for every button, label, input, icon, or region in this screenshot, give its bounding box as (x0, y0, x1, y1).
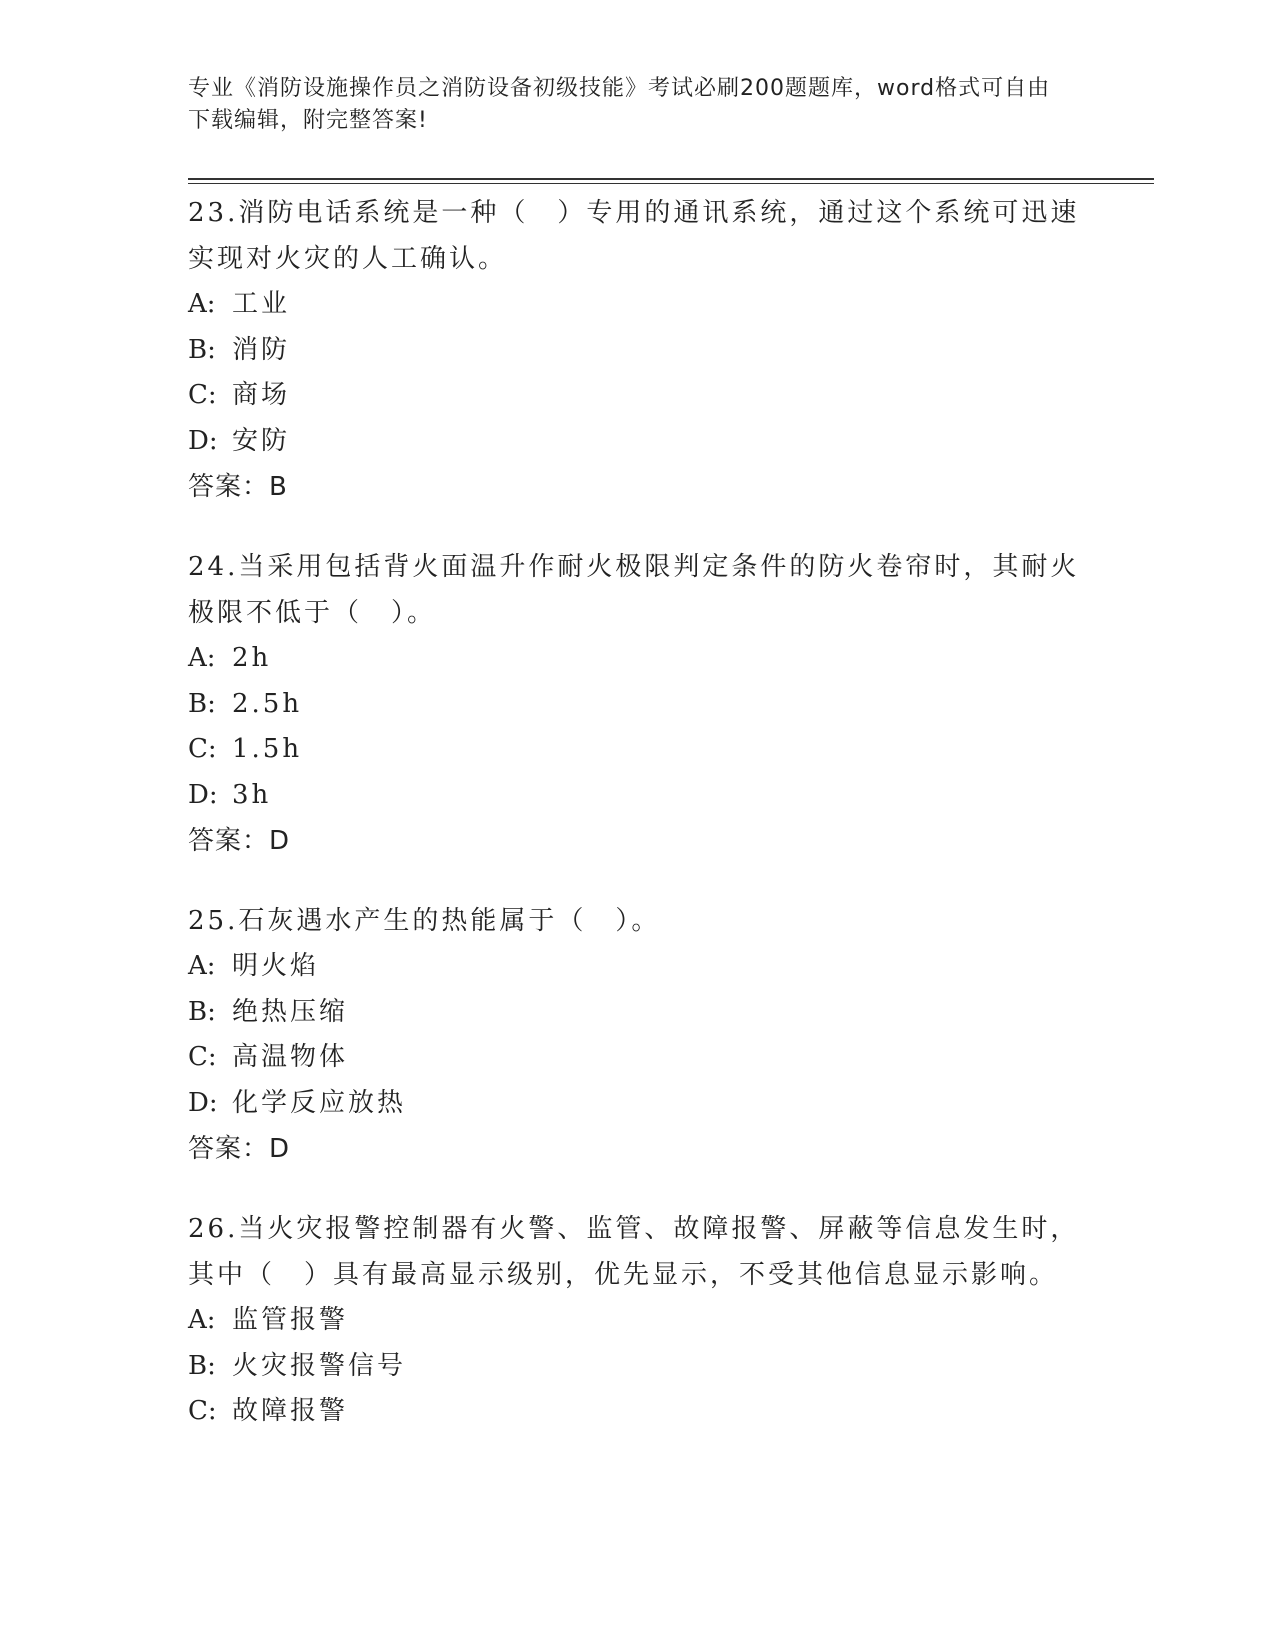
option-a (188, 282, 1088, 328)
option-b (188, 682, 1088, 728)
option-letter: A: (188, 1305, 216, 1335)
option-b (188, 1344, 1088, 1390)
option-letter: B: (188, 334, 216, 365)
option-text: 2.5h (232, 688, 303, 719)
option-letter: C: (188, 1396, 217, 1426)
option-letter: A: (188, 643, 216, 673)
option-text: 安防 (232, 425, 291, 456)
option-a (188, 944, 1088, 990)
option-text: 高温物体 (232, 1042, 349, 1072)
option-letter: B: (188, 688, 216, 719)
question-25 (188, 898, 1088, 1172)
option-d (188, 1081, 1088, 1127)
question-list (188, 190, 1088, 1469)
option-d (188, 419, 1088, 465)
answer-line: 答案：B (188, 472, 288, 502)
question-23 (188, 190, 1088, 510)
option-letter: B: (188, 1350, 216, 1381)
option-letter: C: (188, 734, 217, 764)
header-divider-thick (188, 178, 1154, 180)
option-letter: D: (188, 779, 218, 810)
option-text: 明火焰 (232, 951, 320, 981)
option-c (188, 1035, 1088, 1081)
question-stem: 26.当火灾报警控制器有火警、监管、故障报警、屏蔽等信息发生时，其中（ ）具有最高显示级别，优先显示，不受其他信息显示影响。 (188, 1214, 1080, 1290)
option-letter: A: (188, 289, 216, 319)
option-b (188, 990, 1088, 1036)
question-24 (188, 544, 1088, 864)
question-stem: 25.石灰遇水产生的热能属于（ ）。 (188, 906, 661, 936)
answer-line: 答案：D (188, 1134, 291, 1164)
question-stem: 23.消防电话系统是一种（ ）专用的通讯系统，通过这个系统可迅速实现对火灾的人工确认。 (188, 198, 1080, 274)
header-divider-thin (188, 183, 1154, 184)
option-letter: C: (188, 380, 217, 410)
option-a (188, 1298, 1088, 1344)
option-a (188, 636, 1088, 682)
option-text: 2h (232, 643, 272, 673)
answer-line: 答案：D (188, 826, 291, 856)
option-d (188, 773, 1088, 819)
option-c (188, 373, 1088, 419)
option-text: 火灾报警信号 (232, 1350, 407, 1381)
option-text: 工业 (232, 289, 291, 319)
option-letter: C: (188, 1042, 217, 1072)
option-c (188, 727, 1088, 773)
option-text: 3h (232, 779, 272, 810)
option-letter: D: (188, 1087, 218, 1118)
option-b (188, 328, 1088, 374)
question-stem: 24.当采用包括背火面温升作耐火极限判定条件的防火卷帘时，其耐火极限不低于（ ）。 (188, 552, 1080, 628)
document-header: 专业《消防设施操作员之消防设备初级技能》考试必刷200题题库，word格式可自由下载编辑，附完整答案! (188, 76, 1051, 133)
option-text: 消防 (232, 334, 291, 365)
option-letter: A: (188, 951, 216, 981)
question-26 (188, 1206, 1088, 1435)
option-text: 化学反应放热 (232, 1087, 407, 1118)
option-letter: B: (188, 996, 216, 1027)
option-text: 1.5h (232, 734, 303, 764)
option-letter: D: (188, 425, 218, 456)
option-text: 商场 (232, 380, 291, 410)
option-text: 绝热压缩 (232, 996, 349, 1027)
option-text: 故障报警 (232, 1396, 349, 1426)
option-text: 监管报警 (232, 1305, 349, 1335)
option-c (188, 1389, 1088, 1435)
